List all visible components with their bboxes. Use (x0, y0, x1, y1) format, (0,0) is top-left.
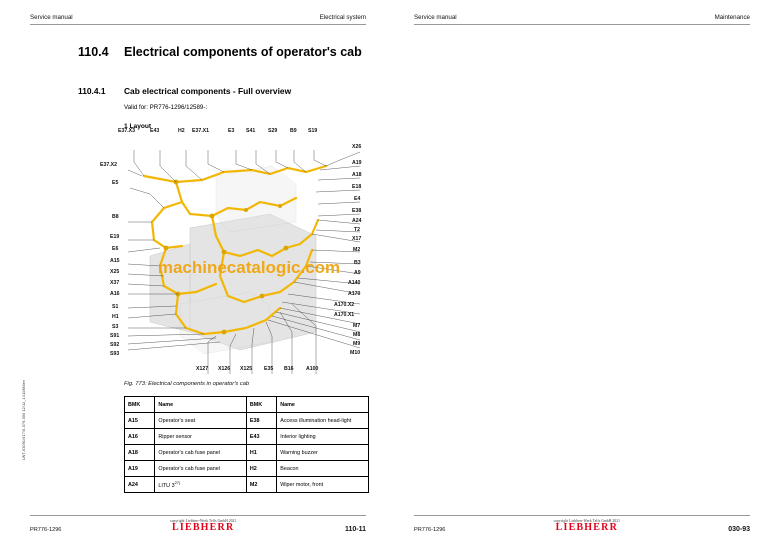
brand-block (170, 519, 237, 533)
footer-page-number: 030-93 (728, 526, 750, 533)
diagram-label-X126: X126 (218, 366, 231, 372)
cell-bmk: E43 (246, 429, 276, 445)
liebherr-logo: LIEBHERR (171, 522, 235, 533)
cell-bmk: M2 (246, 477, 276, 493)
section-number: 110.4.1 (78, 86, 106, 96)
left-page-footer (30, 519, 366, 533)
header-left-text: Service manual (30, 14, 73, 21)
layout-label: 1 Layout (124, 123, 152, 130)
header-rule (30, 24, 366, 25)
diagram-label-E18: E18 (352, 184, 362, 190)
section-heading (78, 86, 291, 96)
table-row (125, 461, 369, 477)
right-page (384, 0, 768, 543)
diagram-label-A24: A24 (352, 218, 362, 224)
diagram-label-S29: S29 (268, 128, 278, 134)
cell-name: Beacon (277, 461, 369, 477)
diagram-label-X37: X37 (110, 280, 120, 286)
cell-bmk: H1 (246, 445, 276, 461)
diagram-label-M8: M8 (353, 332, 361, 338)
diagram-label-A15: A15 (110, 258, 120, 264)
diagram-label-X17: X17 (352, 236, 362, 242)
cell-bmk: A18 (125, 445, 155, 461)
diagram-label-E37X1: E37.X1 (192, 128, 210, 134)
diagram-label-E4: E4 (354, 196, 361, 202)
diagram-label-S1: S1 (112, 304, 119, 310)
header-rule (414, 24, 750, 25)
table-row (125, 429, 369, 445)
right-page-header (414, 14, 750, 21)
right-page-footer (414, 519, 750, 533)
figure-773-caption: Fig. 773: Electrical components in operator's cab (124, 381, 250, 387)
diagram-label-X25: X25 (110, 269, 120, 275)
header-right-text: Electrical system (319, 14, 366, 21)
left-side-text: LWT-03091/017/0-079-000 12/12_1411986en (22, 379, 26, 460)
footer-rule (30, 515, 366, 516)
diagram-svg (120, 136, 368, 376)
liebherr-logo: LIEBHERR (555, 522, 619, 533)
diagram-label-E19: E19 (110, 234, 120, 240)
diagram-label-M2: M2 (353, 247, 361, 253)
cell-bmk: H2 (246, 461, 276, 477)
diagram-label-M7: M7 (353, 323, 361, 329)
cell-name (155, 477, 246, 493)
footer-doc-number: PR776-1296 (30, 527, 62, 533)
cell-name: Operator's cab fuse panel (155, 445, 246, 461)
diagram-label-A16: A16 (110, 291, 120, 297)
header-left-text: Service manual (414, 14, 457, 21)
diagram-label-X125: X125 (240, 366, 253, 372)
diagram-label-H1: H1 (112, 314, 119, 320)
diagram-label-A100: A100 (306, 366, 319, 372)
diagram-label-E37X3: E37.X3 (118, 128, 136, 134)
section-title: Cab electrical components - Full overview (124, 86, 292, 96)
diagram-label-S41: S41 (246, 128, 256, 134)
copyright-text: copyright Liebherr-Werk Telfs GmbH 2021 (553, 519, 621, 523)
left-page-header (30, 14, 366, 21)
cell-bmk: A19 (125, 461, 155, 477)
footer-rule (414, 515, 750, 516)
diagram-label-E38: E38 (352, 208, 362, 214)
diagram-label-X26: X26 (352, 144, 362, 150)
diagram-label-A170: A170 (348, 291, 361, 297)
diagram-label-M10: M10 (350, 350, 361, 356)
diagram-label-E6: E6 (112, 246, 119, 252)
diagram-label-H2: H2 (178, 128, 185, 134)
col-name-1: Name (155, 397, 246, 413)
diagram-label-A18: A18 (352, 172, 362, 178)
page-title-text: Electrical components of operator's cab (124, 45, 362, 59)
brand-block (554, 519, 621, 533)
diagram-label-B16: B16 (284, 366, 294, 372)
col-bmk-1: BMK (125, 397, 155, 413)
diagram-label-E35: E35 (264, 366, 274, 372)
diagram-label-S19: S19 (308, 128, 318, 134)
diagram-label-B3: B3 (354, 260, 361, 266)
copyright-text: copyright Liebherr-Werk Telfs GmbH 2021 (169, 519, 237, 523)
diagram-label-E5: E5 (112, 180, 119, 186)
cell-name-text: LITU 3 (158, 482, 175, 489)
cell-name: Operator's seat (155, 413, 246, 429)
header-right-text: Maintenance (714, 14, 750, 21)
cell-name: Warning buzzer (277, 445, 369, 461)
diagram-label-M9: M9 (353, 341, 361, 347)
cell-name: Interior lighting (277, 429, 369, 445)
diagram-label-A170X2: A170.X2 (334, 302, 355, 308)
footer-page-number: 110-11 (344, 526, 366, 533)
cell-name: Access illumination head-light (277, 413, 369, 429)
page-title-number: 110.4 (78, 45, 109, 59)
cell-name: Ripper sensor (155, 429, 246, 445)
col-name-2: Name (277, 397, 369, 413)
footer-doc-number: PR776-1296 (414, 527, 446, 533)
cell-bmk: A15 (125, 413, 155, 429)
diagram-label-A170X1: A170.X1 (334, 312, 355, 318)
table-row (125, 477, 369, 493)
diagram-label-A140: A140 (348, 280, 361, 286)
cab-components-diagram (100, 128, 368, 376)
diagram-label-S93: S93 (110, 351, 120, 357)
cell-bmk: A24 (125, 477, 155, 493)
valid-for-text: Valid for: PR776-1296/12589-: (124, 104, 208, 111)
watermark-text: machinecatalogic.com (157, 258, 341, 277)
cell-bmk: E38 (246, 413, 276, 429)
table-row (125, 445, 369, 461)
diagram-label-E43: E43 (150, 128, 160, 134)
diagram-label-B9: B9 (290, 128, 297, 134)
diagram-label-A19: A19 (352, 160, 362, 166)
footnote-marker: 27) (174, 480, 181, 486)
table-row (125, 413, 369, 429)
col-bmk-2: BMK (246, 397, 276, 413)
page-title (78, 45, 362, 59)
table-header-row (125, 397, 369, 413)
diagram-label-T2: T2 (354, 227, 361, 233)
diagram-label-S91: S91 (110, 333, 120, 339)
cell-bmk: A16 (125, 429, 155, 445)
diagram-label-E3: E3 (228, 128, 235, 134)
cell-name: Wiper motor, front (277, 477, 369, 493)
diagram-label-X127: X127 (196, 366, 209, 372)
bmk-table (124, 396, 369, 493)
diagram-label-E37X2: E37.X2 (100, 162, 118, 168)
diagram-label-S92: S92 (110, 342, 120, 348)
diagram-label-S3: S3 (112, 324, 119, 330)
cell-name: Operator's cab fuse panel (155, 461, 246, 477)
diagram-label-B8: B8 (112, 214, 119, 220)
diagram-label-A9: A9 (354, 270, 361, 276)
